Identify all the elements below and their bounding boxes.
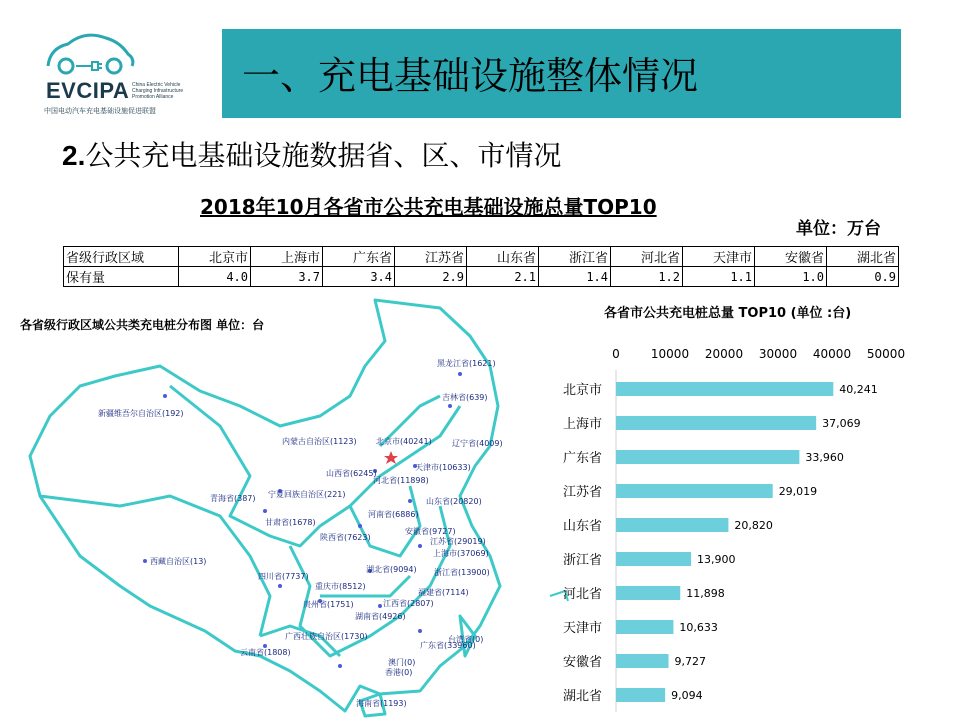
map-marker: [418, 544, 422, 548]
table-row: [64, 267, 899, 287]
map-province-label: 重庆市(8512): [315, 582, 366, 591]
data-label: 13,900: [697, 553, 736, 566]
map-province-label: 福建省(7114): [418, 588, 469, 597]
title-bar: [222, 29, 901, 118]
map-province-label: 河北省(11898): [373, 476, 429, 485]
map-marker: [143, 559, 147, 563]
data-label: 29,019: [778, 485, 818, 498]
map-province-label: 上海市(37069): [433, 549, 489, 558]
table-cell: 浙江省: [539, 247, 611, 267]
map-province-label: 陕西省(7623): [320, 533, 371, 542]
map-province-label: 湖南省(4926): [355, 612, 406, 621]
table-cell: 2.1: [467, 267, 539, 287]
category-label: 河北省: [562, 587, 602, 602]
data-label: 20,820: [734, 519, 773, 532]
map-province-label: 湖北省(9094): [366, 565, 417, 574]
map-province-label: 广东省(33960): [420, 641, 476, 650]
section-title: [62, 134, 561, 174]
table-cell: 安徽省: [755, 247, 827, 267]
section-number: 2.: [62, 140, 86, 171]
map-labels: [98, 358, 503, 708]
table-cell: 4.0: [179, 267, 251, 287]
table-cell: 山东省: [467, 247, 539, 267]
map-province-label: 香港(0): [385, 668, 413, 677]
map-province-label: 澳门(0): [388, 658, 416, 667]
category-label: 安徽省: [562, 655, 602, 670]
category-label: 湖北省: [562, 689, 602, 704]
bar-chart: [550, 338, 930, 718]
row-header-stock: 保有量: [64, 267, 179, 287]
x-tick-label: 20000: [704, 347, 744, 361]
bar: [616, 586, 680, 600]
x-tick-label: 40000: [812, 347, 852, 361]
map-province-label: 北京市(40241): [376, 437, 432, 446]
map-province-label: 云南省(1808): [240, 648, 291, 657]
bar: [616, 518, 728, 532]
logo-subtitle-cn: 中国电动汽车充电基础设施促进联盟: [44, 107, 156, 115]
category-label: 浙江省: [562, 553, 602, 568]
bar: [616, 688, 665, 702]
map-marker: [418, 629, 422, 633]
x-tick-label: 10000: [650, 347, 690, 361]
bar: [616, 416, 816, 430]
table-cell: 1.0: [755, 267, 827, 287]
table-cell: 北京市: [179, 247, 251, 267]
table-cell: 3.4: [323, 267, 395, 287]
map-province-label: 江西省(2807): [383, 599, 434, 608]
map-province-label: 广西壮族自治区(1730): [285, 632, 368, 641]
evcipa-logo: [40, 26, 210, 126]
table-cell: 广东省: [323, 247, 395, 267]
map-marker: [338, 664, 342, 668]
map-province-label: 安徽省(9727): [405, 527, 456, 536]
map-province-label: 山西省(6245): [326, 469, 377, 478]
map-province-label: 河南省(6886): [368, 510, 419, 519]
x-tick-label: 0: [612, 347, 620, 361]
table-cell: 1.2: [611, 267, 683, 287]
data-label: 33,960: [805, 451, 844, 464]
table-row: [64, 247, 899, 267]
china-map: [20, 296, 580, 720]
bar-series: [563, 382, 878, 704]
data-label: 10,633: [679, 621, 718, 634]
section-title-text: 公共充电基础设施数据省、区、市情况: [85, 139, 562, 172]
table-cell: 河北省: [611, 247, 683, 267]
map-marker: [263, 509, 267, 513]
map-province-label: 黑龙江省(1621): [437, 359, 496, 368]
map-province-label: 辽宁省(4009): [452, 439, 503, 448]
map-marker: [408, 499, 412, 503]
category-label: 江苏省: [562, 485, 602, 500]
table-cell: 湖北省: [827, 247, 899, 267]
bar: [616, 484, 773, 498]
category-label: 天津市: [562, 621, 602, 636]
category-label: 北京市: [562, 383, 602, 398]
table-cell: 0.9: [827, 267, 899, 287]
map-title: 各省级行政区域公共类充电桩分布图 单位：台: [20, 318, 265, 332]
category-label: 广东省: [562, 451, 602, 466]
logo-subtitle-en: China Electric Vehicle Charging Infrastructure Promotion Alliance: [132, 82, 184, 100]
table-unit: 单位：万台: [796, 219, 881, 239]
page-title: 一、充电基础设施整体情况: [242, 54, 699, 98]
map-marker: [358, 524, 362, 528]
data-label: 9,094: [671, 689, 703, 702]
table-title: 2018年10月各省市公共充电基础设施总量TOP10: [200, 195, 657, 219]
map-province-label: 青海省(387): [210, 494, 256, 503]
map-marker: [458, 372, 462, 376]
bar: [616, 450, 799, 464]
bar: [616, 620, 673, 634]
map-province-label: 宁夏回族自治区(221): [268, 490, 346, 499]
x-tick-label: 50000: [866, 347, 906, 361]
car-plug-icon: [40, 26, 140, 81]
table-cell: 上海市: [251, 247, 323, 267]
table-cell: 1.4: [539, 267, 611, 287]
map-marker: [448, 404, 452, 408]
table-cell: 1.1: [683, 267, 755, 287]
map-marker: [378, 604, 382, 608]
map-province-label: 山东省(20820): [426, 497, 482, 506]
category-label: 山东省: [562, 519, 602, 534]
map-province-label: 甘肃省(1678): [265, 518, 316, 527]
map-province-label: 新疆维吾尔自治区(192): [98, 409, 184, 418]
map-province-label: 内蒙古自治区(1123): [282, 437, 357, 446]
table-cell: 2.9: [395, 267, 467, 287]
x-tick-label: 30000: [758, 347, 798, 361]
data-label: 40,241: [839, 383, 878, 396]
row-header-region: 省级行政区域: [64, 247, 179, 267]
chart-title: 各省市公共充电桩总量 TOP10 (单位 :台): [604, 306, 852, 321]
map-province-label: 浙江省(13900): [434, 568, 490, 577]
map-province-label: 西藏自治区(13): [150, 557, 207, 566]
data-label: 37,069: [822, 417, 861, 430]
map-province-label: 海南省(1193): [356, 699, 407, 708]
bar: [616, 552, 691, 566]
data-label: 11,898: [686, 587, 725, 600]
map-province-label: 四川省(7737): [258, 572, 309, 581]
top10-table: [63, 246, 899, 287]
map-province-label: 贵州省(1751): [303, 600, 354, 609]
bar: [616, 382, 833, 396]
table-cell: 江苏省: [395, 247, 467, 267]
table-cell: 天津市: [683, 247, 755, 267]
map-province-label: 天津市(10633): [415, 463, 471, 472]
map-province-label: 江苏省(29019): [430, 537, 486, 546]
x-axis-ticks: [612, 347, 905, 361]
table-cell: 3.7: [251, 267, 323, 287]
data-label: 9,727: [674, 655, 707, 668]
map-marker: [278, 584, 282, 588]
capital-star-icon: [384, 451, 398, 464]
map-province-label: 吉林省(639): [442, 393, 488, 402]
bar: [616, 654, 669, 668]
logo-brand: EVCIPA: [46, 78, 130, 103]
map-province-label: 台湾省(0): [448, 635, 484, 644]
category-label: 上海市: [562, 417, 602, 432]
map-marker: [163, 394, 167, 398]
